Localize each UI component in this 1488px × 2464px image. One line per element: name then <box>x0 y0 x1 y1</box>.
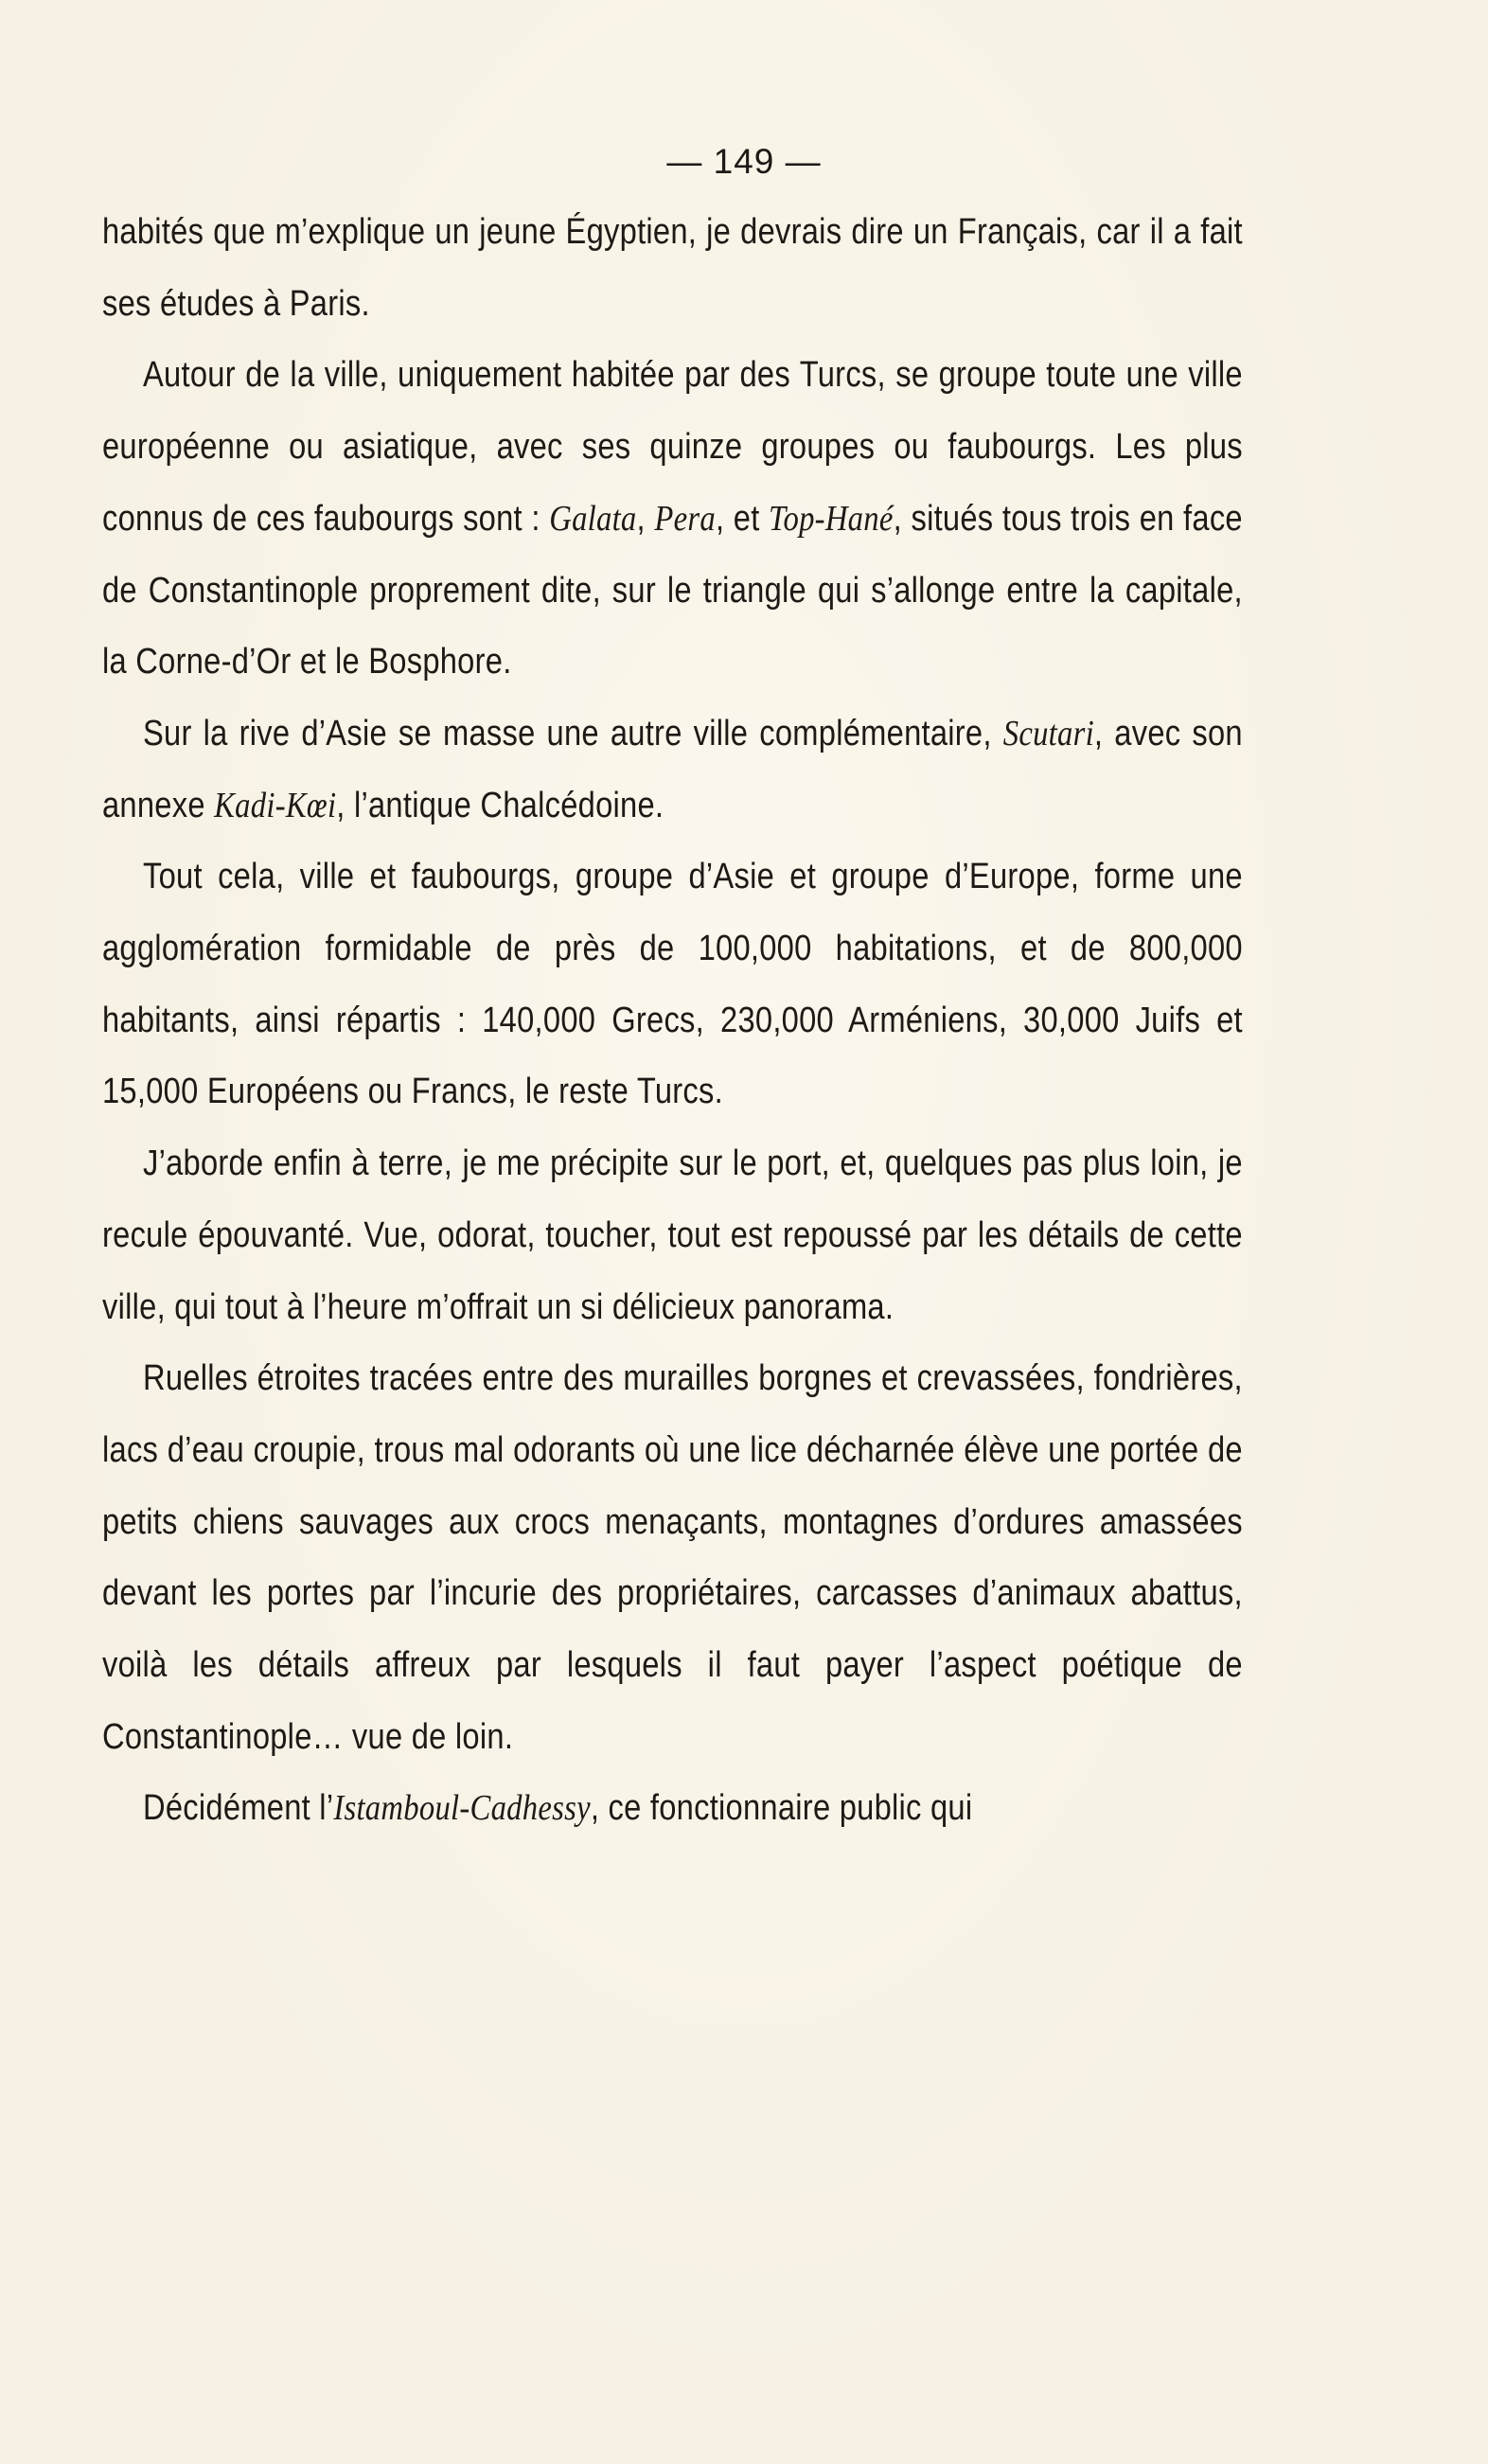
text-run: Sur la rive d’Asie se masse une autre ville complémentaire, <box>143 713 1003 753</box>
text-run: , avec son annexe <box>102 713 1243 825</box>
paragraph <box>102 1773 1243 1845</box>
page-number: — 149 — <box>666 142 822 181</box>
italic-term: Scutari <box>1002 713 1094 753</box>
text-run: habités que m’explique un jeune Égyptien, je devrais dire un Français, car il a fait ses études à Paris. <box>102 212 1243 324</box>
paragraph <box>102 1343 1243 1773</box>
text-run: Décidément l’ <box>143 1788 334 1829</box>
text-run: Tout cela, ville et faubourgs, groupe d’Asie et groupe d’Europe, forme une agglomération formidable de près de 100,000 habitations, et de 800,000 habitants, ainsi répartis : 140,000 Grecs, 230,000 Arméniens, 30,000 Juifs et 15,000 Européens ou Francs, le reste Turcs. <box>102 857 1243 1112</box>
italic-term: Galata <box>549 498 637 539</box>
text-run: , <box>636 498 655 539</box>
italic-term: Pera <box>654 498 716 539</box>
text-run: Ruelles étroites tracées entre des murailles borgnes et crevassées, fondrières, lacs d’eau croupie, trous mal odorants où une lice décharnée élève une portée de petits chiens sauvages aux crocs menaçants, montagnes d’ordures amassées devant les portes par l’incurie des propriétaires, carcasses d’animaux abattus, voilà les détails affreux par lesquels il faut payer l’aspect poétique de Constantinople… vue de loin. <box>102 1358 1243 1757</box>
italic-term: Kadi-Kœi <box>214 785 337 825</box>
text-run: Autour de la ville, uniquement habitée par des Turcs, se groupe toute une ville européenne ou asiatique, avec ses quinze groupes ou faubourgs. Les plus connus de ces faubourgs sont : <box>102 355 1243 539</box>
paragraph <box>102 699 1243 842</box>
italic-term: Istamboul-Cadhessy <box>333 1788 591 1829</box>
paragraph <box>102 1128 1243 1343</box>
body-text <box>102 197 1243 1845</box>
text-run: , situés tous trois en face de Constantinople proprement dite, sur le triangle qui s’allonge entre la capitale, la Corne-d’Or et le Bosphore. <box>102 498 1243 682</box>
paragraph <box>102 197 1243 340</box>
text-run: , l’antique Chalcédoine. <box>336 785 664 825</box>
paragraph <box>102 842 1243 1128</box>
italic-term: Top-Hané <box>769 498 894 539</box>
text-run: J’aborde enfin à terre, je me précipite sur le port, et, quelques pas plus loin, je recule épouvanté. Vue, odorat, toucher, tout est repoussé par les détails de cette ville, qui tout à l’heure m’offrait un si délicieux panorama. <box>102 1143 1243 1327</box>
text-run: , ce fonctionnaire public qui <box>590 1788 973 1829</box>
text-run: , et <box>715 498 770 539</box>
paragraph <box>102 340 1243 699</box>
